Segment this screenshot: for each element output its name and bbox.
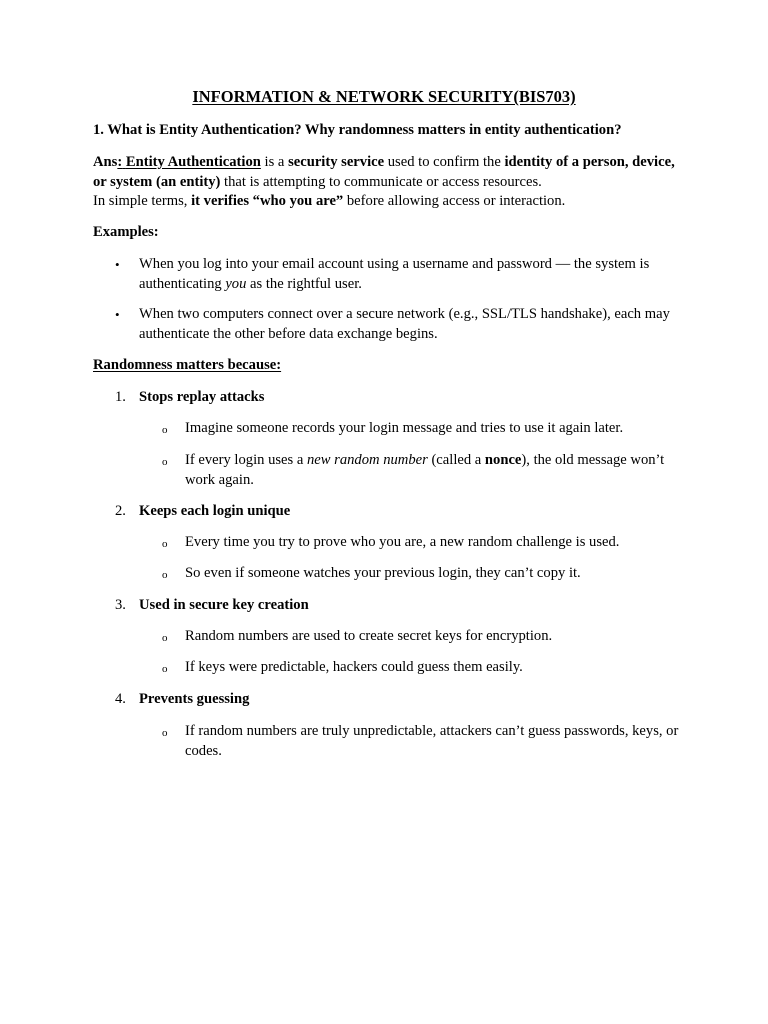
document-title: INFORMATION & NETWORK SECURITY(BIS703) [192,87,576,106]
bullet-icon: • [115,307,120,322]
circle-bullet-icon: o [162,727,168,739]
sub-point-text: ), the old message won’t work again. [185,452,665,488]
circle-bullet-icon: o [162,663,168,675]
sub-point-italic: new random number [306,452,428,468]
answer-paragraph [93,153,683,212]
point-heading: Keeps each login unique [139,503,291,519]
point-heading: Stops replay attacks [139,389,265,405]
sub-point-text: So even if someone watches your previous login, they can’t copy it. [185,565,581,581]
sub-point-text: If keys were predictable, hackers could guess them easily. [185,659,523,675]
point-heading: Prevents guessing [139,691,250,707]
bullet-icon: • [115,257,120,272]
answer-text-2: used to confirm the [384,154,505,170]
point-heading: Used in secure key creation [139,597,309,613]
list-number: 1. [115,389,126,405]
answer-line2-bold: it verifies “who you are” [191,193,344,209]
answer-colon: : [117,154,123,170]
answer-prefix [93,154,261,170]
answer-bold-1: security service [288,154,385,170]
circle-bullet-icon: o [162,569,168,581]
answer-prefix-label: Ans [93,154,118,170]
answer-line2-text-2: before allowing access or interaction. [343,193,566,209]
sub-point [185,564,680,584]
sub-point-text: If every login uses a [185,452,307,468]
circle-bullet-icon: o [162,538,168,550]
sub-point [185,451,680,490]
sub-point-text: Imagine someone records your login message and tries to use it again later. [185,420,624,436]
example-text-end: as the rightful user. [246,275,362,292]
sub-point-text: Every time you try to prove who you are, a new random challenge is used. [185,534,620,550]
answer-bold-2: identity of a person, device, or system (an entity) [93,154,675,190]
example-italic: you [225,275,247,292]
sub-point [185,658,680,678]
circle-bullet-icon: o [162,632,168,644]
list-number: 4. [115,691,126,707]
sub-point [185,627,680,647]
example-item [139,255,684,294]
example-text: When you log into your email account using a username and password — the system is authenticating [139,256,650,292]
sub-point-text: If random numbers are truly unpredictable, attackers can’t guess passwords, keys, or codes. [185,723,679,759]
sub-point-text: Random numbers are used to create secret keys for encryption. [185,628,553,644]
example-item [139,305,684,344]
list-number: 3. [115,597,126,613]
sub-point-bold: nonce [484,452,522,468]
sub-point [185,722,680,761]
circle-bullet-icon: o [162,424,168,436]
sub-point [185,419,680,439]
question-heading: 1. What is Entity Authentication? Why randomness matters in entity authentication? [93,122,622,138]
circle-bullet-icon: o [162,456,168,468]
answer-text-1: is a [260,154,289,170]
sub-point [185,533,680,553]
example-text: When two computers connect over a secure network (e.g., SSL/TLS handshake), each may authenticate the other before data exchange begins. [139,306,670,342]
randomness-heading: Randomness matters because: [93,357,282,373]
sub-point-text: (called a [427,452,485,468]
examples-label: Examples: [93,224,159,240]
answer-line2-text-1: In simple terms, [93,193,192,209]
answer-term-underline [117,154,261,170]
list-number: 2. [115,503,126,519]
answer-term: Entity Authentication [125,154,261,170]
answer-text-3: that is attempting to communicate or access resources. [220,173,542,190]
